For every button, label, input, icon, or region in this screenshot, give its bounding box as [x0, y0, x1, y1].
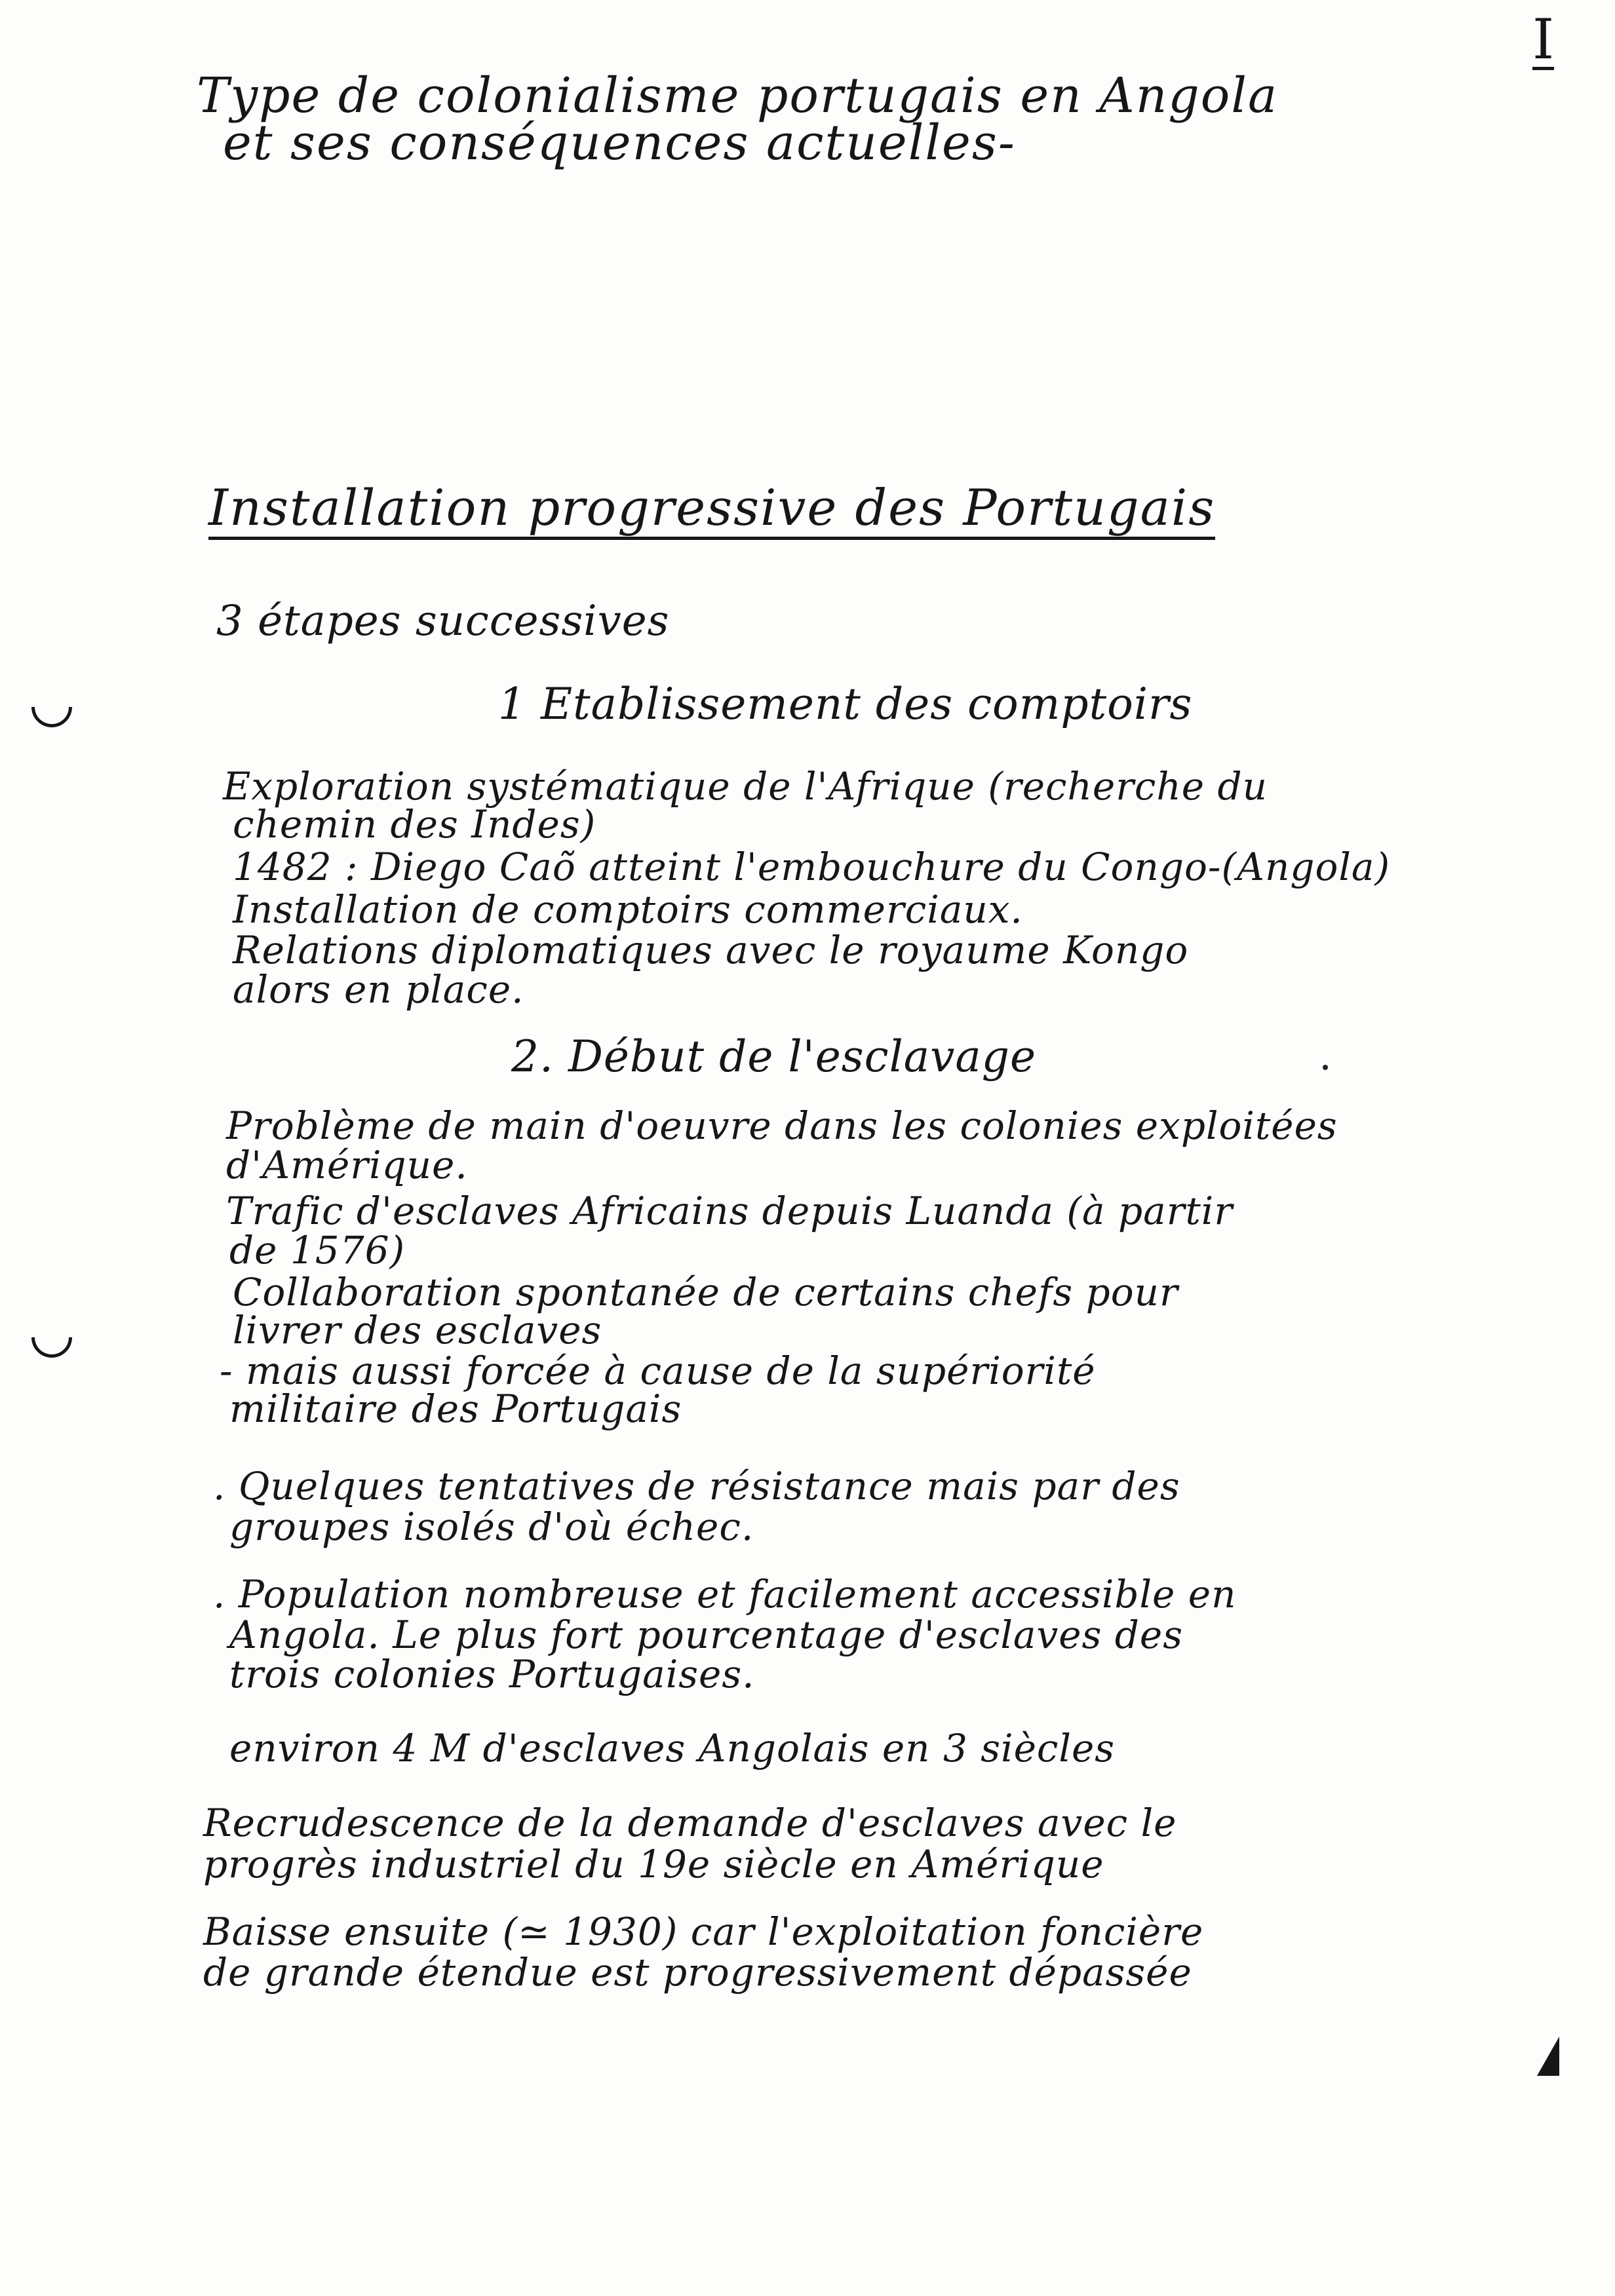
- intro-steps: 3 étapes successives: [216, 597, 670, 645]
- step2-line: environ 4 M d'esclaves Angolais en 3 siècles: [229, 1726, 1116, 1770]
- title-line-2: et ses conséquences actuelles-: [223, 115, 1016, 171]
- punch-hole-mark-lower: [23, 1309, 81, 1366]
- step2-line: Problème de main d'oeuvre dans les colonies exploitées: [226, 1103, 1338, 1148]
- section-heading: Installation progressive des Portugais: [208, 482, 1215, 540]
- step1-line: Exploration systématique de l'Afrique (recherche du: [223, 764, 1268, 809]
- step1-line: Relations diplomatiques avec le royaume Kongo: [233, 928, 1189, 972]
- punch-hole-mark-upper: [23, 678, 81, 736]
- step1-line: 1482 : Diego Caõ atteint l'embouchure du Congo-(Angola): [233, 845, 1391, 889]
- step2-line: Collaboration spontanée de certains chefs pour: [233, 1270, 1178, 1314]
- step2-line: Recrudescence de la demande d'esclaves avec le: [203, 1801, 1177, 1845]
- step2-heading: 2. Début de l'esclavage: [511, 1031, 1037, 1082]
- step2-line: Baisse ensuite (≃ 1930) car l'exploitation foncière: [203, 1909, 1204, 1954]
- step2-line: de grande étendue est progressivement dépassée: [203, 1950, 1192, 1995]
- step1-heading: 1 Etablissement des comptoirs: [498, 679, 1193, 729]
- step2-line: trois colonies Portugaises.: [229, 1652, 755, 1696]
- step2-line: d'Amérique.: [226, 1143, 468, 1187]
- step2-line: Trafic d'esclaves Africains depuis Luanda (à partir: [226, 1189, 1234, 1233]
- step1-line: Installation de comptoirs commerciaux.: [233, 887, 1023, 932]
- title-line-1: Type de colonialisme portugais en Angola: [197, 67, 1279, 124]
- step2-line: Angola. Le plus fort pourcentage d'esclaves des: [229, 1613, 1184, 1657]
- page-number: I: [1532, 7, 1555, 71]
- step2-line: progrès industriel du 19e siècle en Amérique: [203, 1842, 1104, 1886]
- step1-line: alors en place.: [233, 967, 524, 1012]
- step2-line: - mais aussi forcée à cause de la supériorité: [220, 1349, 1096, 1393]
- ink-speck: [1323, 1065, 1328, 1070]
- step2-line: livrer des esclaves: [233, 1308, 602, 1352]
- step2-line: . Quelques tentatives de résistance mais par des: [213, 1464, 1180, 1508]
- step1-line: chemin des Indes): [233, 802, 596, 847]
- step2-line: de 1576): [229, 1228, 406, 1272]
- step2-line: groupes isolés d'où échec.: [229, 1504, 754, 1549]
- step2-line: militaire des Portugais: [229, 1387, 682, 1431]
- step2-line: . Population nombreuse et facilement accessible en: [213, 1572, 1237, 1617]
- corner-tick-mark: [1537, 2037, 1559, 2076]
